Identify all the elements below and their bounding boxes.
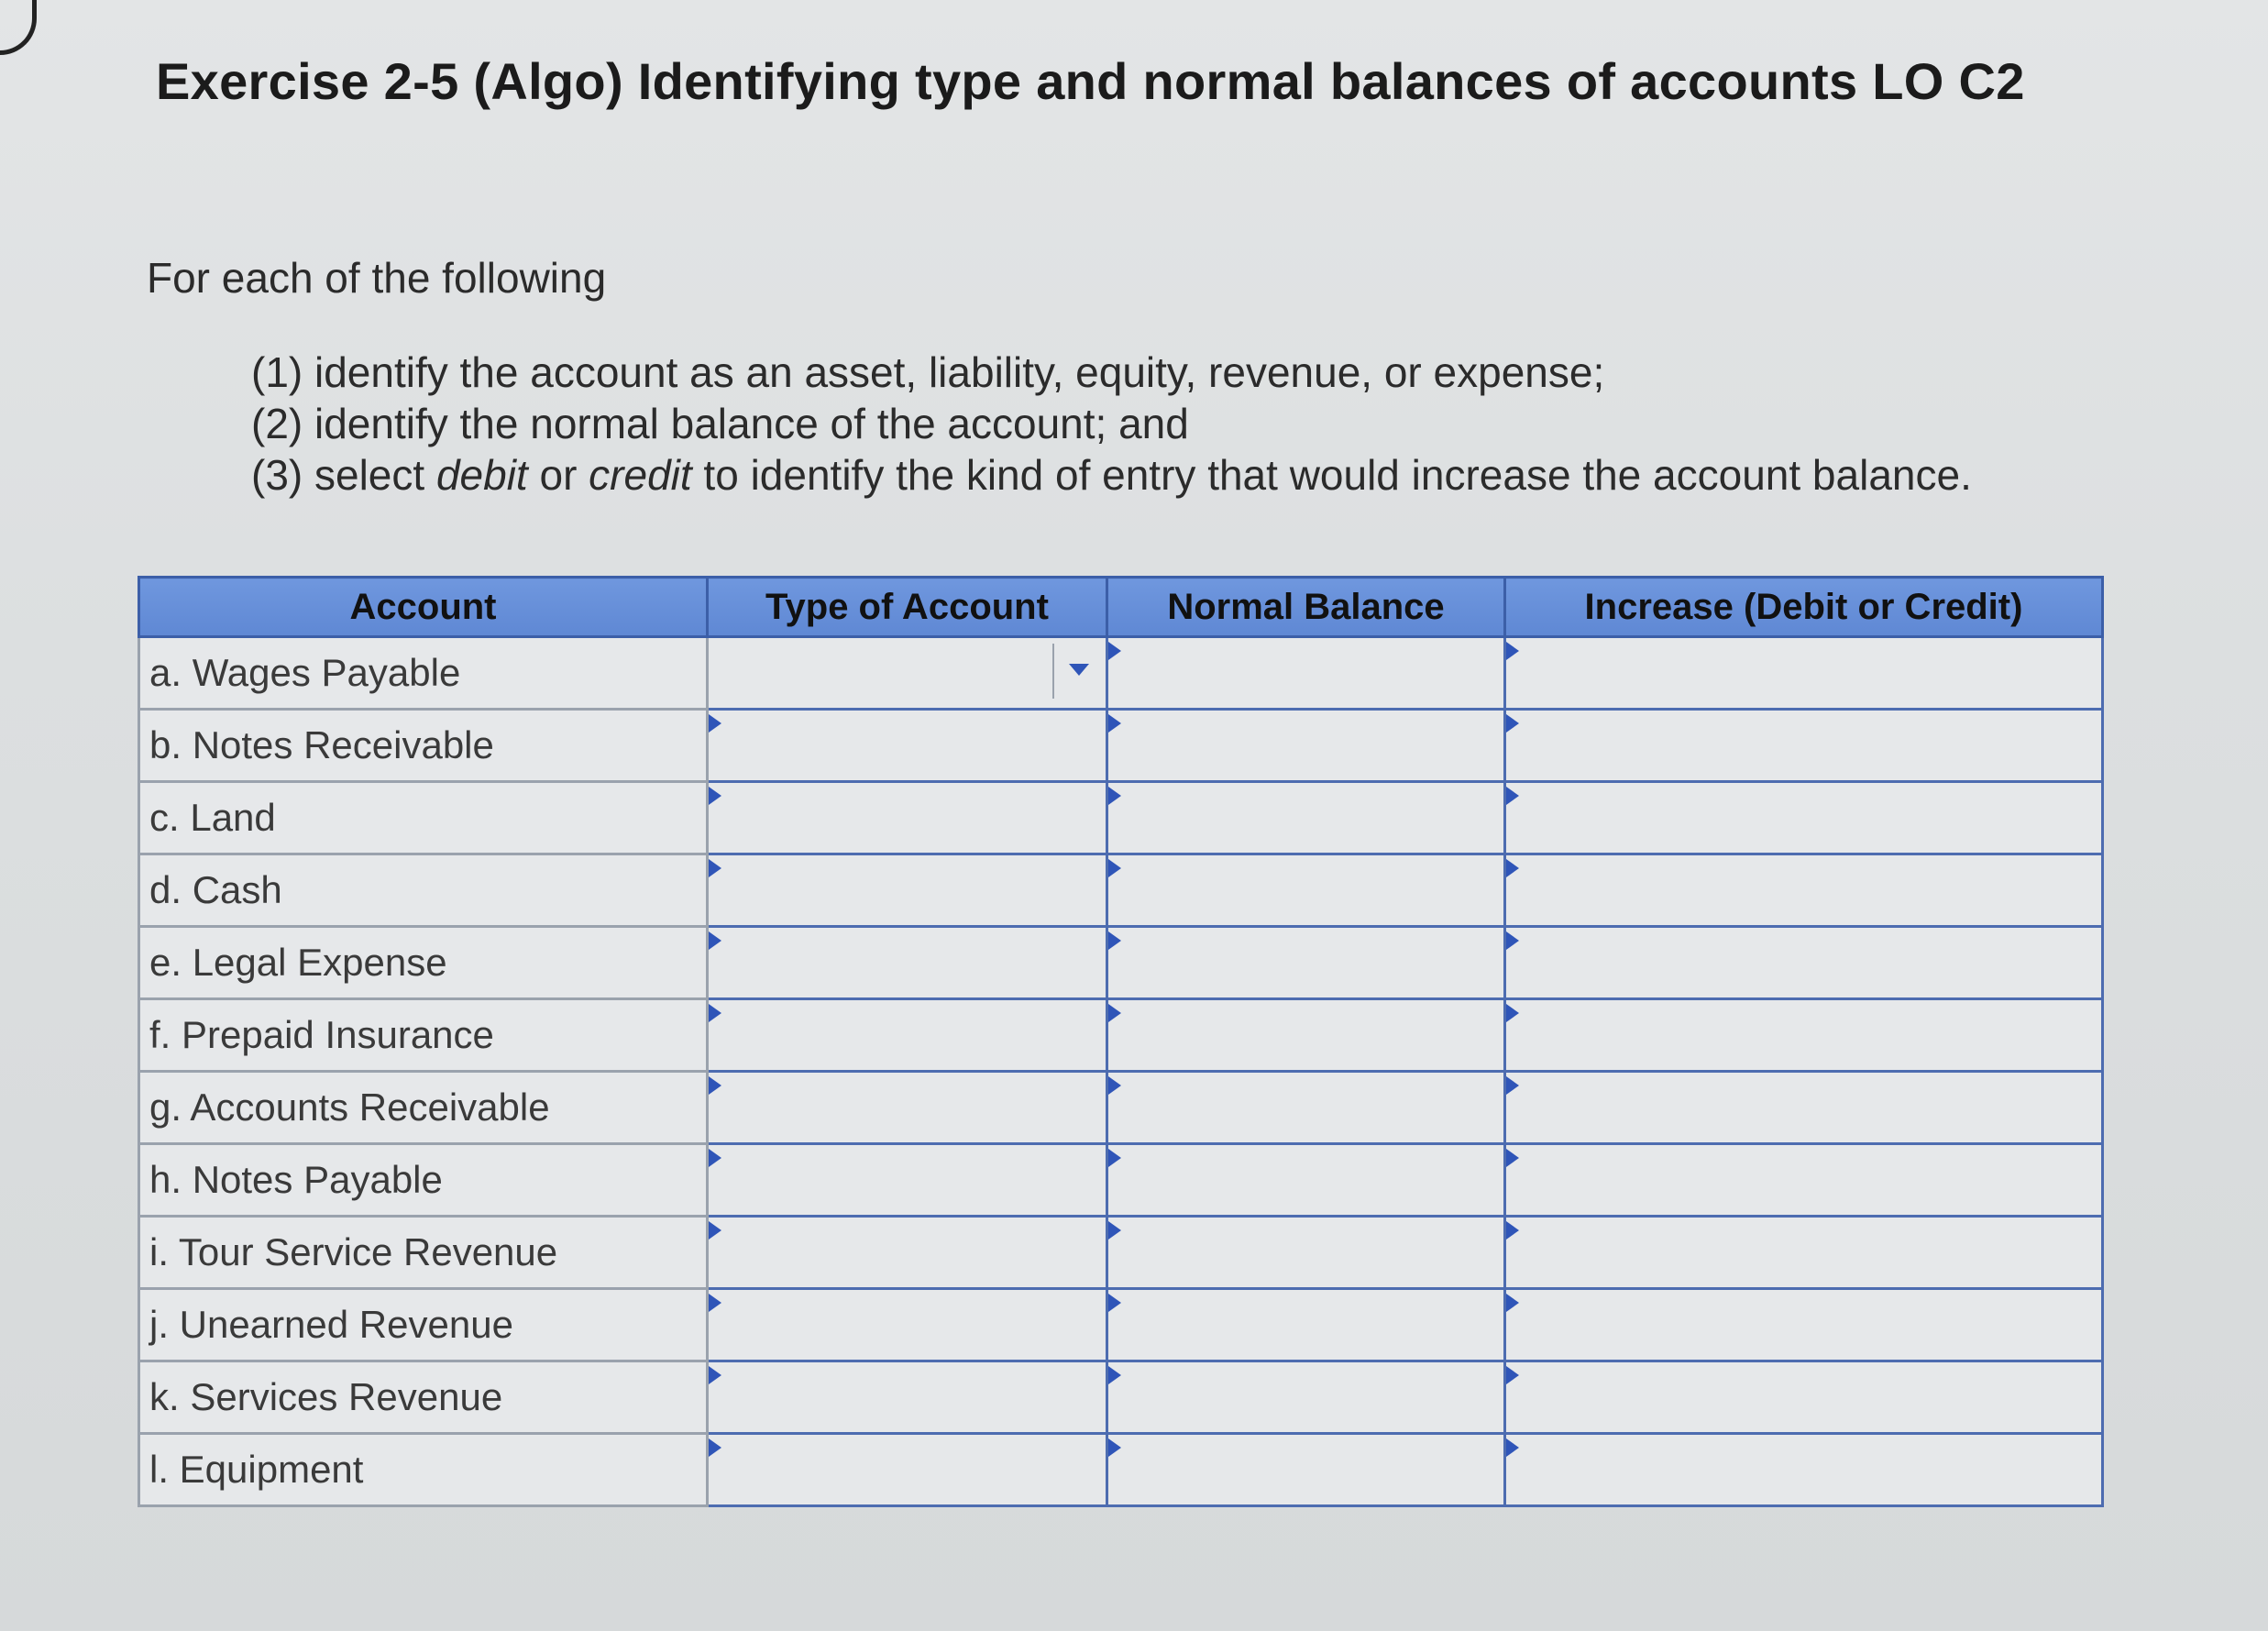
dropdown-divider [1052,644,1054,699]
header-normal-balance: Normal Balance [1107,578,1505,637]
instructions [251,347,1972,501]
type-of-account-select[interactable] [708,1434,1107,1506]
intro-text: For each of the following [147,254,607,302]
increase-select[interactable] [1505,637,2103,710]
type-of-account-select[interactable] [708,999,1107,1072]
account-name: i. Tour Service Revenue [139,1217,708,1289]
normal-balance-select[interactable] [1107,782,1505,854]
account-name: e. Legal Expense [139,927,708,999]
increase-select[interactable] [1505,1289,2103,1361]
increase-select[interactable] [1505,999,2103,1072]
account-name: f. Prepaid Insurance [139,999,708,1072]
type-of-account-select[interactable] [708,710,1107,782]
type-of-account-select[interactable] [708,1217,1107,1289]
instruction-line-3-or: or [527,451,589,499]
table-row [139,854,2103,927]
table-row [139,710,2103,782]
type-of-account-select[interactable] [708,1361,1107,1434]
normal-balance-select[interactable] [1107,1434,1505,1506]
instruction-line-1: (1) identify the account as an asset, liability, equity, revenue, or expense; [251,348,1605,396]
increase-select[interactable] [1505,1434,2103,1506]
increase-select[interactable] [1505,927,2103,999]
increase-select[interactable] [1505,1144,2103,1217]
table-row [139,637,2103,710]
instruction-credit-word: credit [589,451,692,499]
normal-balance-select[interactable] [1107,1217,1505,1289]
accounts-table [138,576,2104,1507]
normal-balance-select[interactable] [1107,854,1505,927]
account-name: k. Services Revenue [139,1361,708,1434]
normal-balance-select[interactable] [1107,1361,1505,1434]
table-body [139,637,2103,1506]
normal-balance-select[interactable] [1107,1144,1505,1217]
type-of-account-select[interactable] [708,1144,1107,1217]
account-name: g. Accounts Receivable [139,1072,708,1144]
normal-balance-select[interactable] [1107,927,1505,999]
instruction-line-2: (2) identify the normal balance of the account; and [251,400,1189,447]
table-row [139,1144,2103,1217]
account-name: a. Wages Payable [139,637,708,710]
table-row [139,1072,2103,1144]
account-name: b. Notes Receivable [139,710,708,782]
type-of-account-select[interactable] [708,637,1107,710]
account-name: d. Cash [139,854,708,927]
table-row [139,999,2103,1072]
table-row [139,1217,2103,1289]
table-header-row [139,578,2103,637]
instruction-line-3-post: to identify the kind of entry that would increase the account balance. [691,451,1972,499]
account-name: l. Equipment [139,1434,708,1506]
table-row [139,1361,2103,1434]
increase-select[interactable] [1505,710,2103,782]
chevron-down-icon[interactable] [1069,664,1089,676]
corner-decoration [0,0,37,55]
header-increase: Increase (Debit or Credit) [1505,578,2103,637]
instruction-debit-word: debit [435,451,528,499]
normal-balance-select[interactable] [1107,999,1505,1072]
account-name: j. Unearned Revenue [139,1289,708,1361]
type-of-account-select[interactable] [708,782,1107,854]
account-name: h. Notes Payable [139,1144,708,1217]
normal-balance-select[interactable] [1107,1072,1505,1144]
type-of-account-select[interactable] [708,927,1107,999]
header-account: Account [139,578,708,637]
increase-select[interactable] [1505,854,2103,927]
instruction-line-3 [251,449,1972,501]
increase-select[interactable] [1505,782,2103,854]
increase-select[interactable] [1505,1361,2103,1434]
increase-select[interactable] [1505,1072,2103,1144]
table-row [139,1289,2103,1361]
normal-balance-select[interactable] [1107,637,1505,710]
type-of-account-select[interactable] [708,1072,1107,1144]
instruction-line-3-pre: (3) select [251,451,436,499]
type-of-account-select[interactable] [708,1289,1107,1361]
account-name: c. Land [139,782,708,854]
increase-select[interactable] [1505,1217,2103,1289]
header-type-of-account: Type of Account [708,578,1107,637]
table-row [139,1434,2103,1506]
normal-balance-select[interactable] [1107,1289,1505,1361]
table-row [139,927,2103,999]
page-title: Exercise 2-5 (Algo) Identifying type and normal balances of accounts LO C2 [156,52,2025,110]
normal-balance-select[interactable] [1107,710,1505,782]
table-row [139,782,2103,854]
type-of-account-select[interactable] [708,854,1107,927]
